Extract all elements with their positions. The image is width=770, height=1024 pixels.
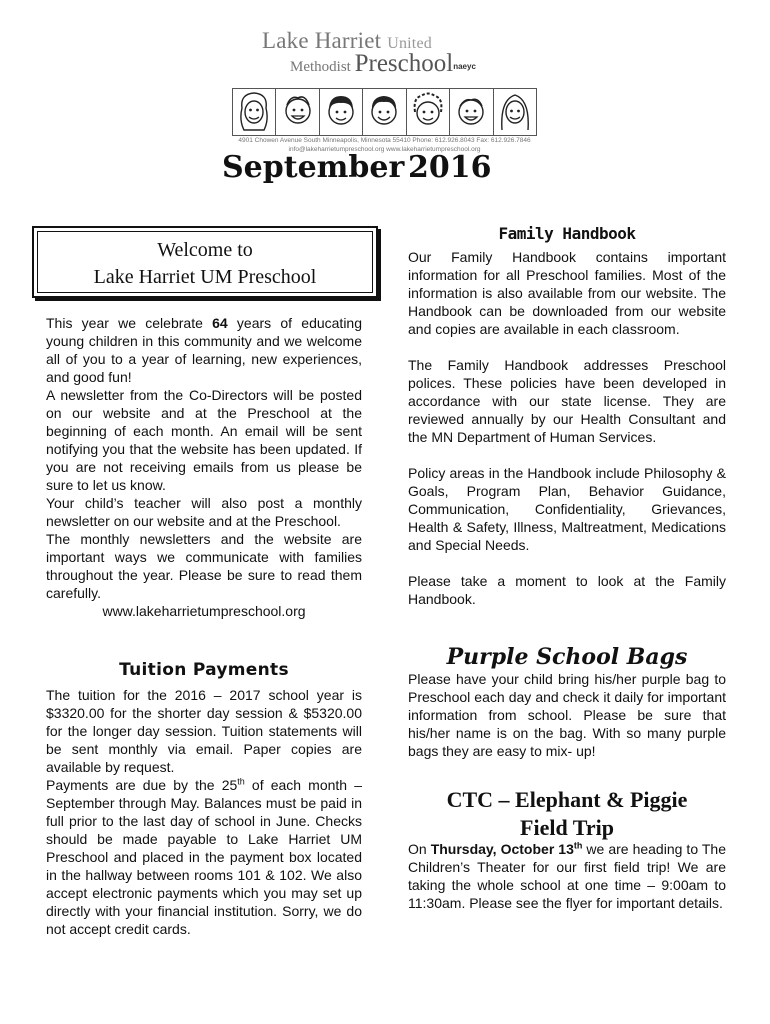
purple-bags-section [408,670,726,760]
intro-paragraph: The monthly newsletters and the website are important ways we communicate with families throughout the year. Please be sure to read them carefully. [46,531,362,601]
children-faces-banner [232,88,537,136]
child-face-icon [233,89,276,135]
title-year: 2016 [408,150,492,185]
website-url: www.lakeharrietumpreschool.org [102,603,306,619]
letterhead-subtitle: Methodist Preschoolnaeyc [290,50,476,77]
child-face-icon [494,89,536,135]
tuition-paragraph: Payments are due by the 25th of each month – September through May. Balances must be paid in full prior to the last day of school in June. Checks should be made payable to Lake Harriet UM Preschool and placed in the payment box located in the hallway between rooms 101 & 102. We also accept electronic payments which you may set up directly with your financial institution. Sorry, we do not accept credit cards. [46,776,362,937]
letterhead-title: Lake Harriet United [262,28,432,53]
child-face-icon [320,89,363,135]
intro-paragraph: A newsletter from the Co-Directors will be posted on our website and at the Preschool at the beginning of each month. An email will be sent notifying you that the website has been updated. If you are not receiving emails from us please be sure to let us know. [46,387,362,493]
intro-section [46,314,362,620]
letterhead-address: 4901 Chowen Avenue South Minneapolis, Minnesota 55410 Phone: 612.926.8043 Fax: 612.926.7846 info@lakeharrietumpreschool.org www.lakeharrietumpreschool.org [238,137,531,153]
handbook-section [408,248,726,608]
handbook-paragraph: Please take a moment to look at the Family Handbook. [408,573,726,607]
intro-paragraph: This year we celebrate 64 years of educating young children in this community and we welcome all of you to a year of learning, new experiences, and good fun! [46,315,363,385]
naeyc-logo: naeyc [453,62,476,71]
tuition-paragraph: The tuition for the 2016 – 2017 school year is $3320.00 for the shorter day session & $5320.00 for the longer day session. Tuition statements will be sent monthly via email. Paper copies are available by request. [46,687,362,775]
child-face-icon [450,89,493,135]
tuition-heading: Tuition Payments [119,660,289,680]
field-trip-section [408,840,726,912]
handbook-paragraph: Policy areas in the Handbook include Philosophy & Goals, Program Plan, Behavior Guidance, Communication, Confidentiality, Grievances, Health & Safety, Illness, Maltreatment, Medications and Special Needs. [408,465,726,553]
child-face-icon [363,89,406,135]
title-month: September [222,150,405,185]
handbook-heading: Family Handbook [498,224,636,243]
tuition-section [46,686,362,938]
letterhead [232,22,537,153]
welcome-box [32,226,378,298]
field-trip-heading: CTC – Elephant & Piggie Field Trip [446,787,688,840]
child-face-icon [407,89,450,135]
handbook-paragraph: Our Family Handbook contains important information for all Preschool families. Most of the information is also available from our website. The Handbook can be downloaded from our website and copies are available in each classroom. [408,249,726,337]
purple-bags-paragraph: Please have your child bring his/her purple bag to Preschool each day and check it daily for important information from school. Please be sure that his/her name is on the bag. With so many purple bags they are easy to mix- up! [408,671,726,759]
child-face-icon [276,89,319,135]
purple-bags-heading: Purple School Bags [446,644,688,670]
intro-paragraph: Your child’s teacher will also post a monthly newsletter on our website and at the Preschool. [46,495,362,529]
field-trip-paragraph: On Thursday, October 13th we are heading to The Children’s Theater for our first field trip! We are taking the whole school at one time – 9:00am to 11:30am. Please see the flyer for important details. [408,840,726,911]
welcome-text: Welcome to Lake Harriet UM Preschool [93,239,317,288]
handbook-paragraph: The Family Handbook addresses Preschool polices. These policies have been developed in accordance with our state license. They are reviewed annually by our Health Consultant and the MN Department of Human Services. [408,357,726,445]
